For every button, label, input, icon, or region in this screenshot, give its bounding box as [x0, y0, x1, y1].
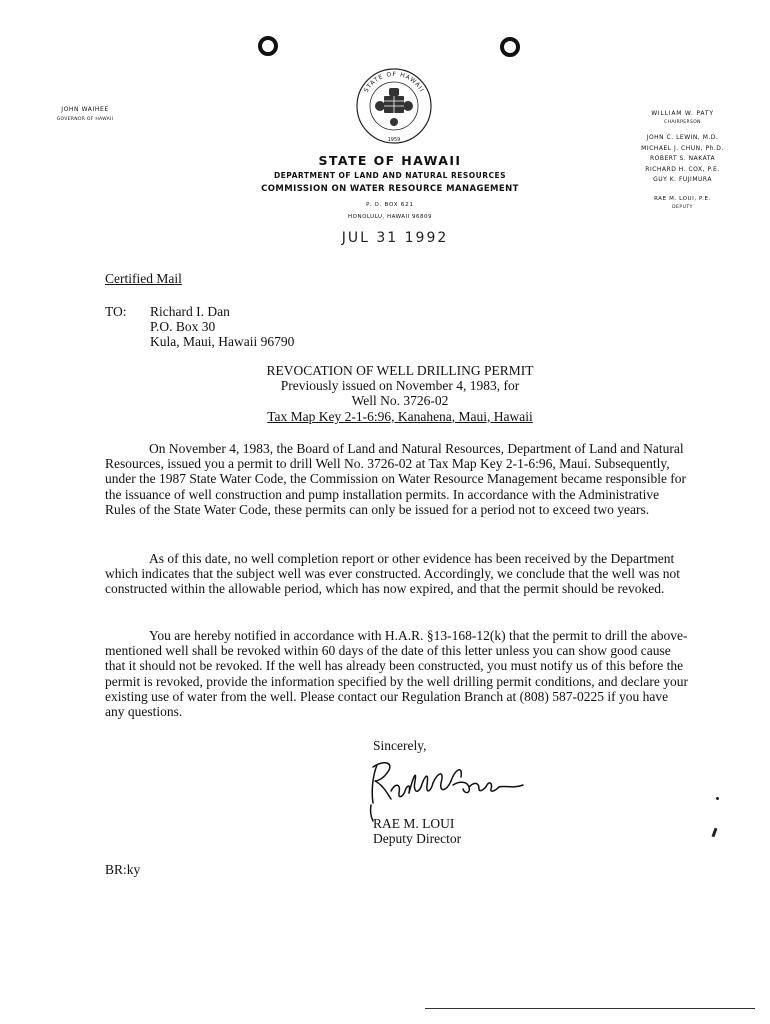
board-members — [630, 133, 735, 186]
recipient-address-line1: P.O. Box 30 — [150, 319, 216, 335]
governor-title: GOVERNOR OF HAWAII — [56, 117, 114, 122]
punch-hole-right — [500, 37, 520, 57]
recipient-label: TO: — [105, 304, 127, 319]
delivery-method: Certified Mail — [105, 271, 182, 286]
signer-title: Deputy Director — [373, 831, 462, 847]
body-paragraph-1 — [105, 441, 690, 517]
paragraph-text: As of this date, no well completion report or other evidence has been received by the Department which indicates that the subject well was ever constructed. Accordingly, we conclude that the well was not constructed within the allowable period, which has now expired, and that the permit should be revoked. — [105, 551, 680, 597]
deputy-title: DEPUTY — [672, 204, 693, 210]
closing: Sincerely, — [373, 738, 427, 753]
body-paragraph-3 — [105, 628, 690, 719]
scan-speck — [716, 797, 719, 800]
body-paragraph-2 — [105, 551, 690, 597]
board-member: MICHAEL J. CHUN, Ph.D. — [641, 144, 724, 152]
board-member: GUY K. FUJIMURA — [653, 176, 712, 183]
governor-name: JOHN WAIHEE — [61, 106, 109, 113]
board-member: ROBERT S. NAKATA — [649, 155, 716, 162]
deputy-name: RAE M. LOUI, P.E. — [654, 195, 711, 202]
paragraph-text: On November 4, 1983, the Board of Land and Natural Resources, Department of Land and Natural Resources, issued you a permit to drill Well No. 3726-02 at Tax Map Key 2-1-6:96, Maui. Subsequently, under the 1987 State Water Code, the Commission on Water Resource Management became responsible for the issuance of well construction and pump installation permits. In accordance with the Administrative Rules of the State Water Code, these permits can only be issued for a period not to exceed two years. — [105, 441, 687, 517]
recipient-name: Richard I. Dan — [150, 304, 230, 319]
state-heading: STATE OF HAWAII — [318, 153, 462, 168]
date-stamp: JUL 31 1992 — [341, 230, 449, 246]
city-zip: HONOLULU, HAWAII 96809 — [347, 214, 433, 220]
subject-block — [200, 363, 600, 424]
recipient-address-line2: Kula, Maui, Hawaii 96790 — [150, 334, 295, 350]
scan-speck — [712, 828, 718, 837]
paragraph-text: You are hereby notified in accordance with H.A.R. §13-168-12(k) that the permit to drill the above-mentioned well shall be revoked within 60 days of the date of this letter unless you can show good cause that it should not be revoked. If the well has already been constructed, you must notify us of this before the permit is revoked, provide the information specified by the well drilling permit conditions, and declare your existing use of water from the well. Please contact our Regulation Branch at (808) 587-0225 if you have any questions. — [105, 628, 688, 720]
signer-name: RAE M. LOUI — [373, 816, 455, 831]
department-heading: DEPARTMENT OF LAND AND NATURAL RESOURCES — [273, 171, 507, 180]
state-seal-icon — [354, 66, 434, 146]
bottom-rule — [425, 1008, 755, 1009]
recipient-block — [150, 304, 294, 350]
seal-year: 1959 — [387, 137, 401, 143]
subject-line4: Tax Map Key 2-1-6:96, Kanahena, Maui, Hawaii — [267, 408, 533, 424]
punch-hole-left — [258, 36, 278, 56]
board-member: JOHN C. LEWIN, M.D. — [646, 134, 719, 141]
board-member: RICHARD H. COX, P.E. — [645, 165, 720, 173]
subject-line2: Previously issued on November 4, 1983, for — [280, 378, 520, 394]
chair-name: WILLIAM W. PATY — [651, 110, 714, 117]
commission-heading: COMMISSION ON WATER RESOURCE MANAGEMENT — [261, 184, 519, 194]
seal-text: STATE OF HAWAII — [362, 70, 426, 94]
handwritten-signature — [365, 755, 535, 825]
signer-block — [373, 816, 461, 846]
subject-line3: Well No. 3726-02 — [351, 393, 449, 409]
chair-title: CHAIRPERSON — [664, 120, 701, 125]
po-box: P. O. BOX 621 — [366, 202, 414, 208]
subject-line1: REVOCATION OF WELL DRILLING PERMIT — [266, 363, 534, 378]
typist-initials: BR:ky — [105, 862, 141, 877]
